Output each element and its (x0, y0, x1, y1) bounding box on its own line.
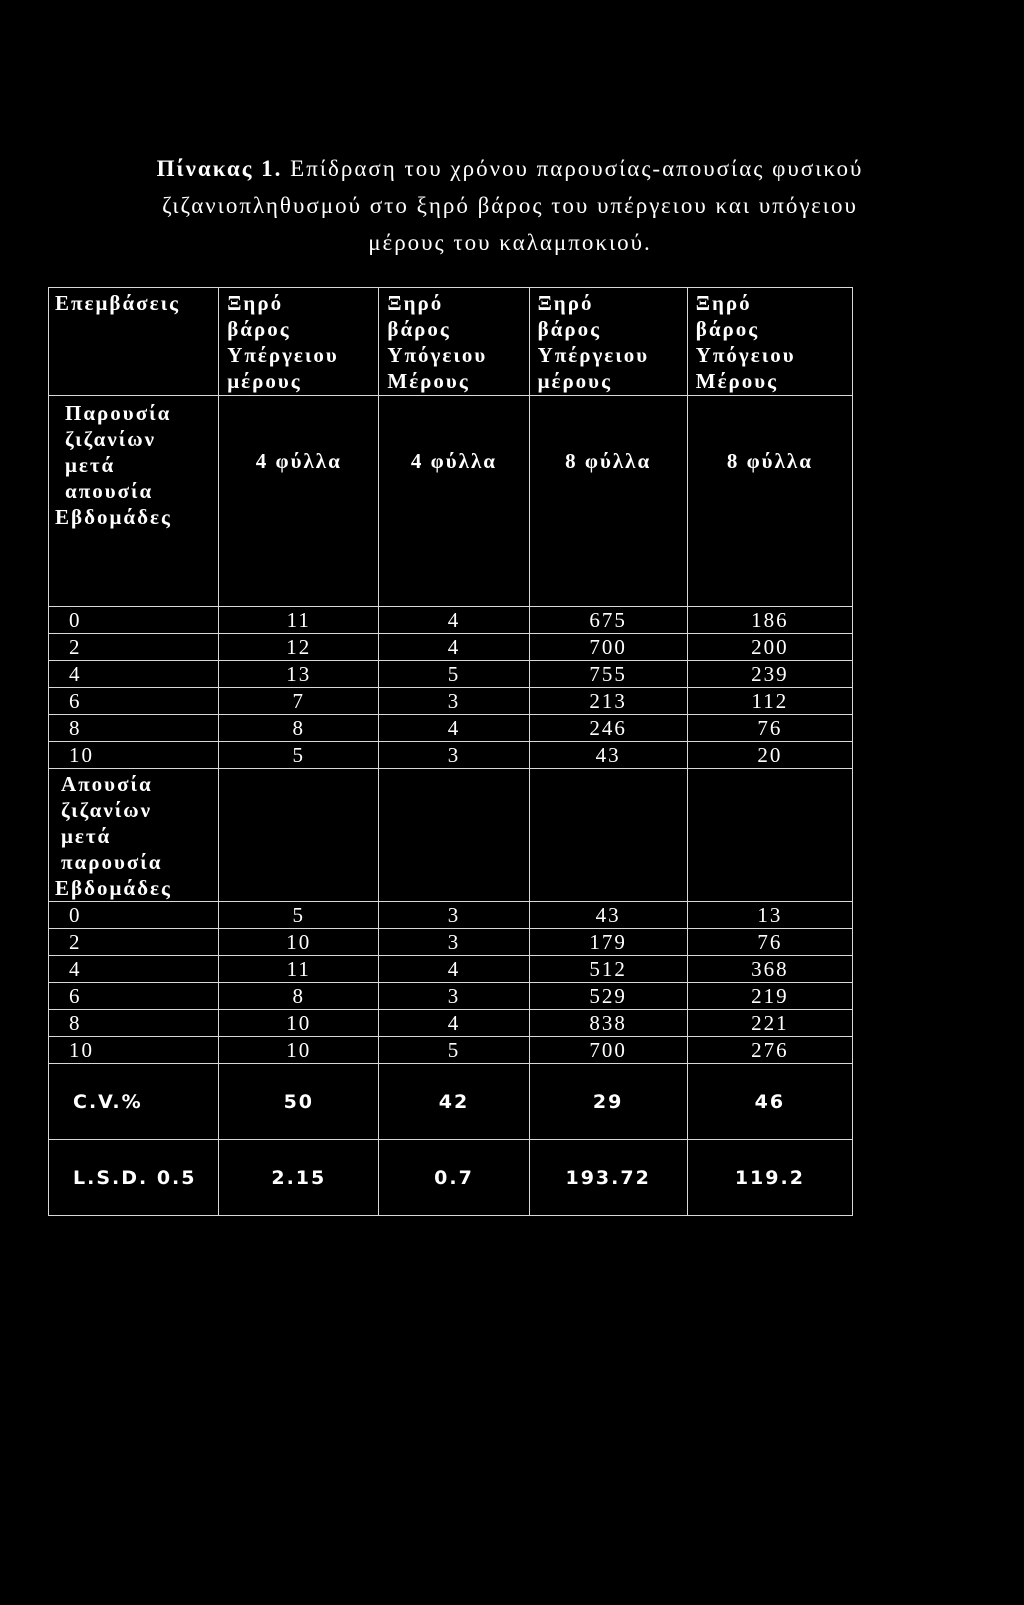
value-cell: 221 (687, 1010, 852, 1037)
presence-label-line1: Παρουσία (65, 401, 172, 425)
presence-label-line4: απουσία (65, 479, 154, 503)
value-cell: 20 (687, 742, 852, 769)
caption-label: Πίνακας 1. (156, 156, 283, 181)
value-cell: 13 (219, 661, 379, 688)
absence-label-line1: Απουσία (61, 772, 153, 796)
table-row (49, 929, 853, 956)
value-cell: 8 (219, 715, 379, 742)
presence-label-line2: ζιζανίων (65, 427, 156, 451)
table-row (49, 634, 853, 661)
header-row (49, 288, 853, 396)
cv-label: C.V.% (49, 1064, 219, 1140)
col3-line1: Ξηρό (537, 291, 594, 315)
col2-line3: Υπόγειου (387, 343, 488, 367)
table-row (49, 1037, 853, 1064)
value-cell: 43 (529, 902, 687, 929)
col2-line2: βάρος (387, 317, 451, 341)
data-table (48, 287, 853, 1216)
week-cell: 10 (49, 1037, 219, 1064)
lsd-value: 193.72 (529, 1140, 687, 1216)
table-row (49, 661, 853, 688)
table-row (49, 742, 853, 769)
value-cell: 7 (219, 688, 379, 715)
week-cell: 0 (49, 902, 219, 929)
col4-line1: Ξηρό (695, 291, 752, 315)
value-cell: 4 (379, 715, 529, 742)
leaf-stage: 8 φύλλα (687, 396, 852, 607)
value-cell: 213 (529, 688, 687, 715)
col2-line4: Μέρους (387, 369, 470, 393)
empty-cell (219, 769, 379, 902)
absence-label-line3: μετά (61, 824, 112, 848)
week-cell: 0 (49, 607, 219, 634)
presence-section-row (49, 396, 853, 607)
col3-line4: μέρους (537, 369, 612, 393)
lsd-value: 2.15 (219, 1140, 379, 1216)
value-cell: 700 (529, 634, 687, 661)
table-border-stub (852, 1148, 853, 1200)
cv-value: 50 (219, 1064, 379, 1140)
absence-label (49, 769, 219, 902)
corner-header: Επεμβάσεις (49, 288, 219, 396)
value-cell: 5 (379, 1037, 529, 1064)
column-header-3 (529, 288, 687, 396)
value-cell: 179 (529, 929, 687, 956)
table-row (49, 902, 853, 929)
table-row (49, 607, 853, 634)
value-cell: 529 (529, 983, 687, 1010)
week-cell: 8 (49, 715, 219, 742)
value-cell: 43 (529, 742, 687, 769)
value-cell: 219 (687, 983, 852, 1010)
cv-row (49, 1064, 853, 1140)
value-cell: 8 (219, 983, 379, 1010)
value-cell: 11 (219, 956, 379, 983)
value-cell: 5 (219, 742, 379, 769)
value-cell: 13 (687, 902, 852, 929)
empty-cell (529, 769, 687, 902)
caption-line-3: μέρους του καλαμποκιού. (368, 230, 652, 255)
col4-line4: Μέρους (695, 369, 779, 393)
value-cell: 76 (687, 715, 852, 742)
col1-line3: Υπέργειου (227, 343, 339, 367)
value-cell: 112 (687, 688, 852, 715)
absence-label-line4: παρουσία (61, 850, 163, 874)
value-cell: 4 (379, 634, 529, 661)
cv-value: 46 (687, 1064, 852, 1140)
presence-label-line3: μετά (65, 453, 116, 477)
value-cell: 3 (379, 742, 529, 769)
value-cell: 276 (687, 1037, 852, 1064)
caption-line-1 (40, 150, 980, 187)
value-cell: 700 (529, 1037, 687, 1064)
value-cell: 755 (529, 661, 687, 688)
week-cell: 10 (49, 742, 219, 769)
value-cell: 12 (219, 634, 379, 661)
value-cell: 838 (529, 1010, 687, 1037)
table-row (49, 688, 853, 715)
column-header-2 (379, 288, 529, 396)
table-row (49, 956, 853, 983)
caption-text-1: Επίδραση του χρόνου παρουσίας-απουσίας φυσικού (290, 156, 864, 181)
value-cell: 5 (219, 902, 379, 929)
week-cell: 6 (49, 688, 219, 715)
value-cell: 3 (379, 688, 529, 715)
value-cell: 10 (219, 1010, 379, 1037)
value-cell: 368 (687, 956, 852, 983)
value-cell: 3 (379, 902, 529, 929)
lsd-row (49, 1140, 853, 1216)
cv-value: 42 (379, 1064, 529, 1140)
leaf-stage: 8 φύλλα (529, 396, 687, 607)
value-cell: 200 (687, 634, 852, 661)
absence-label-line2: ζιζανίων (61, 798, 152, 822)
presence-label (49, 396, 219, 607)
value-cell: 5 (379, 661, 529, 688)
value-cell: 4 (379, 1010, 529, 1037)
cv-value: 29 (529, 1064, 687, 1140)
empty-cell (687, 769, 852, 902)
col3-line2: βάρος (537, 317, 601, 341)
value-cell: 4 (379, 956, 529, 983)
week-cell: 2 (49, 634, 219, 661)
value-cell: 11 (219, 607, 379, 634)
col1-line4: μέρους (227, 369, 302, 393)
absence-label-line5: Εβδομάδες (55, 876, 172, 900)
table-row (49, 983, 853, 1010)
value-cell: 76 (687, 929, 852, 956)
column-header-4 (687, 288, 852, 396)
value-cell: 512 (529, 956, 687, 983)
table-caption (40, 150, 980, 261)
absence-section-row (49, 769, 853, 902)
column-header-1 (219, 288, 379, 396)
leaf-stage: 4 φύλλα (219, 396, 379, 607)
week-cell: 2 (49, 929, 219, 956)
presence-label-line5: Εβδομάδες (55, 505, 172, 529)
value-cell: 675 (529, 607, 687, 634)
value-cell: 3 (379, 983, 529, 1010)
week-cell: 4 (49, 956, 219, 983)
empty-cell (379, 769, 529, 902)
data-table-wrapper (48, 287, 853, 1216)
value-cell: 239 (687, 661, 852, 688)
lsd-label: L.S.D. 0.5 (49, 1140, 219, 1216)
leaf-stage: 4 φύλλα (379, 396, 529, 607)
week-cell: 6 (49, 983, 219, 1010)
week-cell: 4 (49, 661, 219, 688)
col1-line1: Ξηρό (227, 291, 284, 315)
caption-line-2: ζιζανιοπληθυσμού στο ξηρό βάρος του υπέργειου και υπόγειου (162, 193, 858, 218)
value-cell: 3 (379, 929, 529, 956)
value-cell: 10 (219, 929, 379, 956)
lsd-value: 119.2 (687, 1140, 852, 1216)
week-cell: 8 (49, 1010, 219, 1037)
lsd-value: 0.7 (379, 1140, 529, 1216)
value-cell: 4 (379, 607, 529, 634)
col3-line3: Υπέργειου (537, 343, 650, 367)
col1-line2: βάρος (227, 317, 291, 341)
value-cell: 246 (529, 715, 687, 742)
table-row (49, 1010, 853, 1037)
col4-line2: βάρος (695, 317, 760, 341)
table-row (49, 715, 853, 742)
value-cell: 10 (219, 1037, 379, 1064)
col4-line3: Υπόγειου (695, 343, 796, 367)
col2-line1: Ξηρό (387, 291, 444, 315)
value-cell: 186 (687, 607, 852, 634)
